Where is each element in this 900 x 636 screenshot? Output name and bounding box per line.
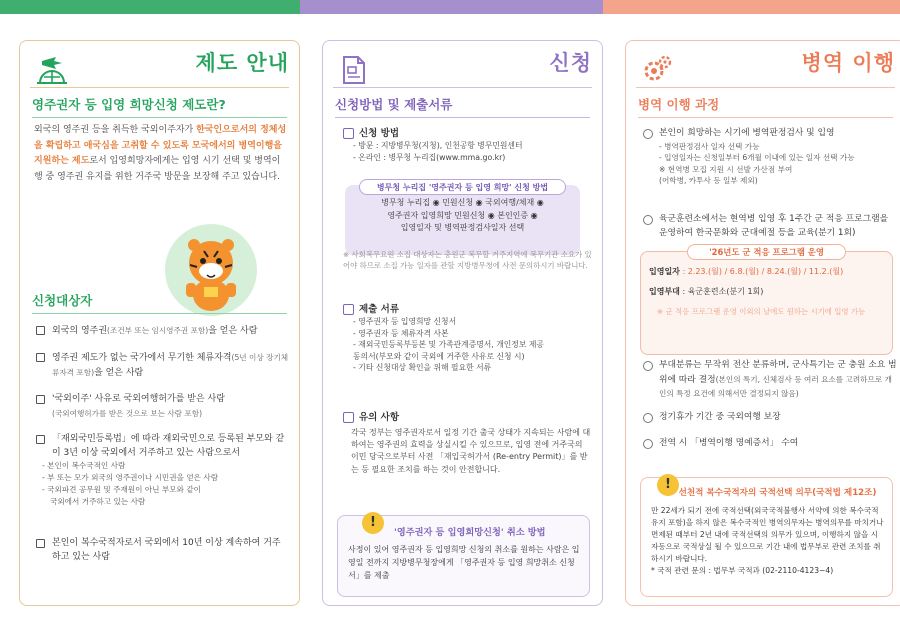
header-divider (333, 87, 592, 88)
gear-bullet-icon (643, 439, 653, 449)
intro-paragraph (34, 123, 287, 185)
cancel-text: 사정이 있어 영주권자 등 입영희망 신청의 취소를 원하는 사람은 입영일 전까지 지방병무청장에게 「영주권자 등 입영 희망취소 신청서」를 제출 (348, 545, 580, 580)
nationality-title: 선천적 복수국적자의 국적선택 의무(국적법 제12조) (678, 488, 877, 498)
doc-item: - 영주권자 등 체류자격 사본 (353, 328, 449, 338)
heading-underline (32, 117, 287, 118)
online-method-badge: 병무청 누리집 '영주권자 등 입영 희망' 신청 방법 (359, 179, 566, 195)
nationality-text: 만 22세가 되기 전에 국적선택(외국국적불행사 서약에 의한 복수국적 유지 포함)을 하지 않은 복수국적인 병역의무자는 병역의무를 마치거나 면제된 때부터 2년 내에 국적선택의 의무가 있으며, 이행하지 않을 시 자동으로 국적상실 될 수 있으므로 기간 내에 법무부로 관련 조치를 취하시기 바랍니다. (651, 506, 884, 563)
panel-header (323, 41, 602, 91)
caution-title: 유의 사항 (359, 412, 400, 423)
section-heading: 신청대상자 (32, 293, 93, 308)
nationality-duty-box (640, 477, 893, 597)
target-item (36, 537, 289, 564)
process-text: 부대분류는 무작위 전산 분류하며, 군사특기는 군 충원 소요 범위에 따라 결정 (659, 360, 897, 385)
process-item (644, 359, 897, 402)
social-service-note: ※ 사회복무요원 소집 대상자는 충원군 복무할 거주지역에 복무기관 소요가 있어야 하므로 소집 가능 일자를 관할 지방병무청에 사전 문의하시기 바랍니다. (343, 250, 592, 270)
method-section (343, 127, 592, 163)
cancel-method-box (337, 515, 590, 597)
target-text: 「재외국민등록법」에 따라 재외국민으로 등록된 부모와 같이 3년 이상 국외에서 거주하고 있는 사람으로서 (52, 434, 285, 458)
exclamation-icon: ! (362, 512, 384, 534)
target-item (36, 433, 289, 508)
method-item: - 온라인 : 병무청 누리집(www.mma.go.kr) (353, 152, 506, 162)
section-heading: 신청방법 및 제출서류 (335, 97, 453, 112)
caution-text: 각국 정부는 영주권자로서 일정 기간 출국 상태가 지속되는 사람에 대하여는 영주권의 효력을 상실시킬 수 있으므로, 입영 전에 거주국의 이민 당국으로부터 사전 「재입국허가서 (Re-entry Permit)」를 받는 등 필요한 조치를 하는 것이 안전합니다. (351, 428, 591, 474)
flow-step: 영주권자 입영희망 민원신청 ◉ 본인인증 ◉ (387, 210, 538, 220)
caution-section (343, 411, 592, 476)
process-item (644, 437, 897, 451)
process-text: 육군훈련소에서는 현역병 입영 후 1주간 군 적응 프로그램을 운영하여 한국문화와 군대예절 등을 교육(분기 1회) (659, 214, 889, 238)
military-service-panel (625, 40, 900, 606)
heading-underline (335, 117, 590, 118)
target-subitem: - 부 또는 모가 외국의 영주권이나 시민권을 얻은 사람 (42, 473, 219, 482)
target-text: '국외이주' 사유로 국외여행허가를 받은 사람 (52, 394, 225, 404)
target-subitem: 국외에서 거주하고 있는 사람 (50, 497, 146, 506)
panel-title: 제도 안내 (195, 51, 289, 75)
cancel-title: '영주권자 등 입영희망신청' 취소 방법 (394, 527, 546, 538)
program-badge: '26년도 군 적응 프로그램 운영 (687, 244, 846, 260)
nationality-contact: * 국적 관련 문의 : 법무부 국적과 (02-2110-4123~4) (651, 566, 834, 575)
intro-text-a: 외국의 영주권 등을 취득한 국외이주자가 (34, 125, 197, 135)
program-dates (649, 266, 886, 278)
method-item: - 방문 : 지방병무청(지청), 인천공항 병무민원센터 (353, 141, 523, 150)
unit-label: 입영부대 (649, 287, 680, 296)
application-panel (322, 40, 603, 606)
target-small: (조건부 또는 임시영주권 포함) (107, 326, 209, 335)
dates-label: 입영일자 (649, 267, 680, 276)
dates-value: : 2.23.(월) / 6.8.(월) / 8.24.(월) / 11.2.(월) (679, 267, 844, 276)
program-note: ※ 군 적응 프로그램 운영 이외의 날에도 원하는 시기에 입영 가능 (657, 307, 866, 316)
doc-item: - 재외국민등록부등본 및 가족관계증명서, 개인정보 제공 (353, 340, 544, 349)
system-guide-panel (19, 40, 300, 606)
process-text: 전역 시 「병역이행 명예증서」 수여 (659, 438, 799, 448)
top-color-bar-orange (603, 0, 900, 14)
header-divider (636, 87, 895, 88)
doc-item: 동의서(부모와 같이 국외에 거주한 사유로 신청 시) (353, 351, 525, 361)
documents-section (343, 303, 592, 374)
process-text: 정기휴가 기간 중 국외여행 보장 (659, 412, 781, 422)
checkbox-icon (36, 353, 45, 362)
process-item (644, 127, 897, 187)
document-bullet-icon (343, 304, 354, 315)
method-title: 신청 방법 (359, 128, 400, 139)
doc-item: - 영주권자 등 입영희망 신청서 (353, 317, 457, 326)
gear-icon (640, 53, 674, 87)
target-small: (5년 이상 장기체류자격 포함) (52, 353, 289, 377)
target-subitem: - 본인이 복수국적인 사람 (42, 461, 126, 470)
checkbox-icon (36, 395, 45, 404)
header-divider (30, 87, 289, 88)
online-flow-box (345, 185, 580, 255)
target-subitem: - 국외파견 공무원 및 주재원이 아닌 부모와 같이 (42, 485, 202, 494)
flow-step: 입영일자 및 병역판정검사일자 선택 (400, 223, 525, 233)
section-heading: 영주권자 등 입영 희망신청 제도란? (32, 97, 226, 112)
target-item (36, 393, 289, 421)
panel-header (626, 41, 900, 91)
unit-value: : 육군훈련소(분기 1회) (679, 287, 764, 296)
target-item (36, 351, 289, 380)
target-text: 외국의 영주권 (52, 326, 108, 336)
checkbox-icon (36, 435, 45, 444)
flow-step: 병무청 누리집 ◉ 민원신청 ◉ 국외여행/체재 ◉ (381, 198, 544, 207)
docs-title: 제출 서류 (359, 304, 400, 315)
gear-bullet-icon (643, 361, 653, 371)
plane-globe-icon (34, 53, 68, 87)
top-color-bar-green (0, 0, 300, 14)
process-text: 본인이 희망하는 시기에 병역판정검사 및 입영 (659, 128, 835, 138)
checkbox-icon (36, 539, 45, 548)
nationality-body (651, 505, 884, 577)
adaptation-program-box (640, 247, 893, 355)
process-small: (본인의 특기, 신체검사 등 여러 요소를 고려하므로 개인의 특정 요건에 의해서만 결정되지 않음) (659, 374, 892, 398)
panel-title: 병역 이행 (801, 51, 895, 75)
top-color-bar-purple (300, 0, 603, 14)
checkbox-icon (36, 326, 45, 335)
intro-text-c: 로서 입영희망자에게는 입영 시기 선택 및 병역이행 중 영주권 유지를 위한 거주국 방문을 보장해 주고 있습니다. (34, 156, 281, 182)
document-bullet-icon (343, 128, 354, 139)
target-text: 본인이 복수국적자로서 국외에서 10년 이상 계속하여 거주하고 있는 사람 (52, 538, 281, 562)
document-icon (337, 53, 371, 87)
tiger-mascot-image (164, 223, 258, 317)
section-heading: 병역 이행 과정 (638, 97, 720, 112)
process-subitem: ※ 현역병 모집 지원 시 선발 가산점 부여 (659, 164, 793, 174)
gear-bullet-icon (643, 129, 653, 139)
heading-underline (638, 117, 893, 118)
target-text: 영주권 제도가 없는 국가에서 무기한 체류자격 (52, 353, 232, 363)
target-small: (국외여행허가를 받은 것으로 보는 사람 포함) (52, 408, 203, 418)
exclamation-icon: ! (657, 474, 679, 496)
process-item (644, 411, 897, 425)
program-unit (649, 286, 886, 298)
intro-text-highlight: 한국인으로서의 정체성을 확립하고 애국심을 고취할 수 있도록 모국에서의 병역이행을 지원하는 제도 (34, 125, 287, 166)
gear-bullet-icon (643, 215, 653, 225)
target-tail: 을 얻은 사람 (208, 326, 258, 336)
gear-bullet-icon (643, 413, 653, 423)
target-tail: 을 얻은 사람 (94, 367, 144, 378)
panel-title: 신청 (549, 51, 592, 75)
heading-underline (32, 313, 287, 314)
process-subitem: - 입영일자는 신청일부터 6개월 이내에 있는 일자 선택 가능 (659, 153, 855, 162)
panel-header (20, 41, 299, 91)
doc-item: - 기타 신청대상 확인을 위해 필요한 서류 (353, 363, 492, 372)
target-item (36, 324, 289, 339)
document-bullet-icon (343, 412, 354, 423)
process-subitem: (어학병, 카투사 등 일부 제외) (659, 176, 758, 185)
process-subitem: - 병역판정검사 일자 선택 가능 (659, 141, 760, 151)
process-item (644, 213, 897, 240)
